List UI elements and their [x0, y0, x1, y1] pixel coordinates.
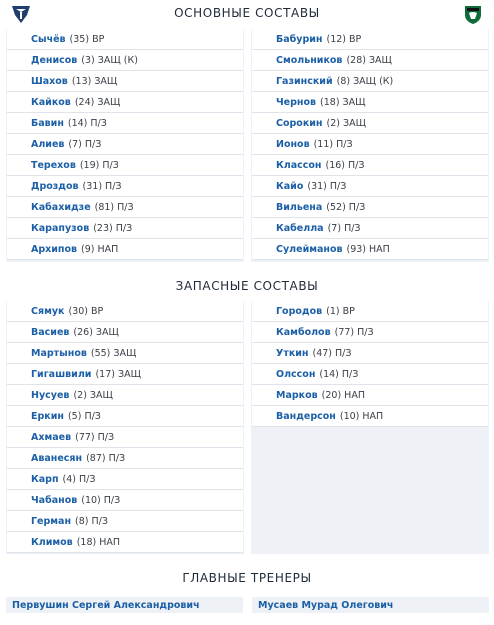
- player-row[interactable]: [7, 197, 243, 218]
- starting-lineups-title: ОСНОВНЫЕ СОСТАВЫ: [174, 6, 320, 20]
- substitutes-header: [0, 273, 494, 299]
- player-name-link[interactable]: Климов: [31, 536, 73, 548]
- player-number-position: (17) ЗАЩ: [95, 368, 141, 380]
- player-name-link[interactable]: Мартынов: [31, 347, 87, 359]
- player-name-link[interactable]: Кабахидзе: [31, 201, 91, 213]
- subs-home-column: [6, 301, 244, 554]
- player-number-position: (16) П/З: [325, 159, 365, 171]
- player-number-position: (24) ЗАЩ: [74, 96, 121, 108]
- player-row[interactable]: [7, 29, 243, 50]
- player-number-position: (5) П/З: [67, 410, 101, 422]
- player-number-position: (55) ЗАЩ: [90, 347, 137, 359]
- player-name-link[interactable]: Газинский: [276, 75, 333, 87]
- player-number-position: (77) П/З: [334, 326, 374, 338]
- player-name-link[interactable]: Уткин: [276, 347, 309, 359]
- player-number-position: (28) ЗАЩ: [346, 54, 392, 66]
- player-number-position: (7) П/З: [68, 138, 102, 150]
- player-number-position: (12) ВР: [326, 33, 362, 45]
- player-row[interactable]: [7, 218, 243, 239]
- player-number-position: (14) П/З: [67, 117, 107, 129]
- player-row[interactable]: [7, 176, 243, 197]
- krasnodar-logo-icon[interactable]: [462, 3, 484, 25]
- player-number-position: (4) П/З: [62, 473, 96, 485]
- player-row[interactable]: [252, 343, 488, 364]
- player-name-link[interactable]: Шахов: [31, 75, 68, 87]
- player-number-position: (30) ВР: [68, 305, 104, 317]
- player-row[interactable]: [7, 532, 243, 553]
- player-name-link[interactable]: Марков: [276, 389, 318, 401]
- player-name-link[interactable]: Сычёв: [31, 33, 66, 45]
- player-name-link[interactable]: Чернов: [276, 96, 317, 108]
- player-row[interactable]: [252, 71, 488, 92]
- player-name-link[interactable]: Вандерсон: [276, 410, 336, 422]
- player-number-position: (26) ЗАЩ: [73, 326, 119, 338]
- player-name-link[interactable]: Алиев: [31, 138, 65, 150]
- player-row[interactable]: [252, 364, 488, 385]
- starting-lineups-header: [0, 0, 494, 26]
- player-name-link[interactable]: Нусуев: [31, 389, 70, 401]
- player-row[interactable]: [7, 301, 243, 322]
- player-name-link[interactable]: Чабанов: [31, 494, 78, 506]
- player-row[interactable]: [7, 92, 243, 113]
- player-number-position: (11) П/З: [313, 138, 353, 150]
- player-name-link[interactable]: Карапузов: [31, 222, 90, 234]
- player-number-position: (81) П/З: [94, 201, 134, 213]
- player-number-position: (19) П/З: [79, 159, 119, 171]
- away-coach-link[interactable]: [252, 597, 489, 613]
- player-name-link[interactable]: Сулейманов: [276, 243, 343, 255]
- player-name-link[interactable]: Сямук: [31, 305, 65, 317]
- substitutes-title: ЗАПАСНЫЕ СОСТАВЫ: [175, 279, 319, 293]
- player-number-position: (31) П/З: [82, 180, 122, 192]
- player-number-position: (52) П/З: [326, 201, 366, 213]
- player-row[interactable]: [7, 448, 243, 469]
- player-name-link[interactable]: Карп: [31, 473, 59, 485]
- player-number-position: (13) ЗАЩ: [71, 75, 118, 87]
- player-name-link[interactable]: Кайков: [31, 96, 71, 108]
- player-row[interactable]: [252, 197, 488, 218]
- player-row[interactable]: [7, 406, 243, 427]
- starting-away-column: [251, 29, 489, 262]
- player-row[interactable]: [7, 113, 243, 134]
- player-name-link[interactable]: Бавин: [31, 117, 64, 129]
- player-name-link[interactable]: Гигашвили: [31, 368, 92, 380]
- player-number-position: (10) П/З: [81, 494, 121, 506]
- subs-away-column: [251, 301, 489, 554]
- player-number-position: (14) П/З: [319, 368, 359, 380]
- player-row[interactable]: [7, 511, 243, 532]
- player-row[interactable]: [7, 155, 243, 176]
- player-row[interactable]: [7, 71, 243, 92]
- player-row[interactable]: [7, 427, 243, 448]
- player-number-position: (18) НАП: [76, 536, 120, 548]
- player-number-position: (93) НАП: [346, 243, 390, 255]
- player-number-position: (35) ВР: [69, 33, 105, 45]
- player-name-link[interactable]: Герман: [31, 515, 72, 527]
- home-coach-link[interactable]: [6, 597, 243, 613]
- player-row[interactable]: [252, 239, 488, 260]
- player-row[interactable]: [252, 92, 488, 113]
- player-number-position: (20) НАП: [321, 389, 365, 401]
- player-name-link[interactable]: Камболов: [276, 326, 331, 338]
- player-number-position: (31) П/З: [307, 180, 347, 192]
- player-row[interactable]: [7, 239, 243, 260]
- player-number-position: (8) П/З: [75, 515, 108, 527]
- player-row[interactable]: [7, 134, 243, 155]
- player-name-link[interactable]: Сорокин: [276, 117, 323, 129]
- player-row[interactable]: [252, 29, 488, 50]
- player-row[interactable]: [7, 490, 243, 511]
- player-number-position: (7) П/З: [327, 222, 361, 234]
- player-row[interactable]: [7, 385, 243, 406]
- player-row[interactable]: [252, 50, 488, 71]
- player-number-position: (9) НАП: [81, 243, 119, 255]
- player-name-link[interactable]: Городов: [276, 305, 323, 317]
- starting-home-column: [6, 29, 244, 262]
- player-name-link[interactable]: Бабурин: [276, 33, 323, 45]
- player-number-position: (77) П/З: [75, 431, 115, 443]
- player-number-position: (87) П/З: [86, 452, 126, 464]
- player-row[interactable]: [7, 343, 243, 364]
- player-number-position: (2) ЗАЩ: [73, 389, 113, 401]
- away-coach-name[interactable]: Мусаев Мурад Олегович: [258, 599, 394, 611]
- player-row[interactable]: [252, 406, 488, 427]
- player-name-link[interactable]: Кабелла: [276, 222, 324, 234]
- player-row[interactable]: [7, 364, 243, 385]
- player-number-position: (3) ЗАЩ (К): [81, 54, 138, 66]
- torpedo-logo-icon[interactable]: [10, 3, 32, 25]
- player-name-link[interactable]: Ионов: [276, 138, 310, 150]
- player-number-position: (8) ЗАЩ (К): [336, 75, 394, 87]
- player-name-link[interactable]: Терехов: [31, 159, 76, 171]
- player-name-link[interactable]: Васиев: [31, 326, 70, 338]
- player-number-position: (10) НАП: [339, 410, 384, 422]
- player-row[interactable]: [252, 176, 488, 197]
- player-name-link[interactable]: Вильена: [276, 201, 323, 213]
- home-coach-name[interactable]: Первушин Сергей Александрович: [12, 599, 200, 611]
- player-row[interactable]: [252, 322, 488, 343]
- player-row[interactable]: [7, 50, 243, 71]
- player-row[interactable]: [252, 218, 488, 239]
- player-name-link[interactable]: Классон: [276, 159, 322, 171]
- player-number-position: (18) ЗАЩ: [320, 96, 366, 108]
- player-name-link[interactable]: Аванесян: [31, 452, 83, 464]
- player-name-link[interactable]: Дроздов: [31, 180, 79, 192]
- player-name-link[interactable]: Архипов: [31, 243, 78, 255]
- player-name-link[interactable]: Олссон: [276, 368, 316, 380]
- player-number-position: (2) ЗАЩ: [326, 117, 366, 129]
- player-name-link[interactable]: Ахмаев: [31, 431, 72, 443]
- player-row[interactable]: [252, 134, 488, 155]
- player-number-position: (1) ВР: [326, 305, 355, 317]
- player-name-link[interactable]: Кайо: [276, 180, 304, 192]
- player-row[interactable]: [252, 113, 488, 134]
- player-row[interactable]: [7, 322, 243, 343]
- player-name-link[interactable]: Еркин: [31, 410, 64, 422]
- player-row[interactable]: [7, 469, 243, 490]
- player-row[interactable]: [252, 301, 488, 322]
- player-row[interactable]: [252, 155, 488, 176]
- player-row[interactable]: [252, 385, 488, 406]
- player-name-link[interactable]: Смольников: [276, 54, 343, 66]
- player-name-link[interactable]: Денисов: [31, 54, 78, 66]
- player-number-position: (23) П/З: [93, 222, 133, 234]
- player-number-position: (47) П/З: [312, 347, 352, 359]
- coaches-header: [0, 565, 494, 591]
- coaches-title: ГЛАВНЫЕ ТРЕНЕРЫ: [182, 571, 312, 585]
